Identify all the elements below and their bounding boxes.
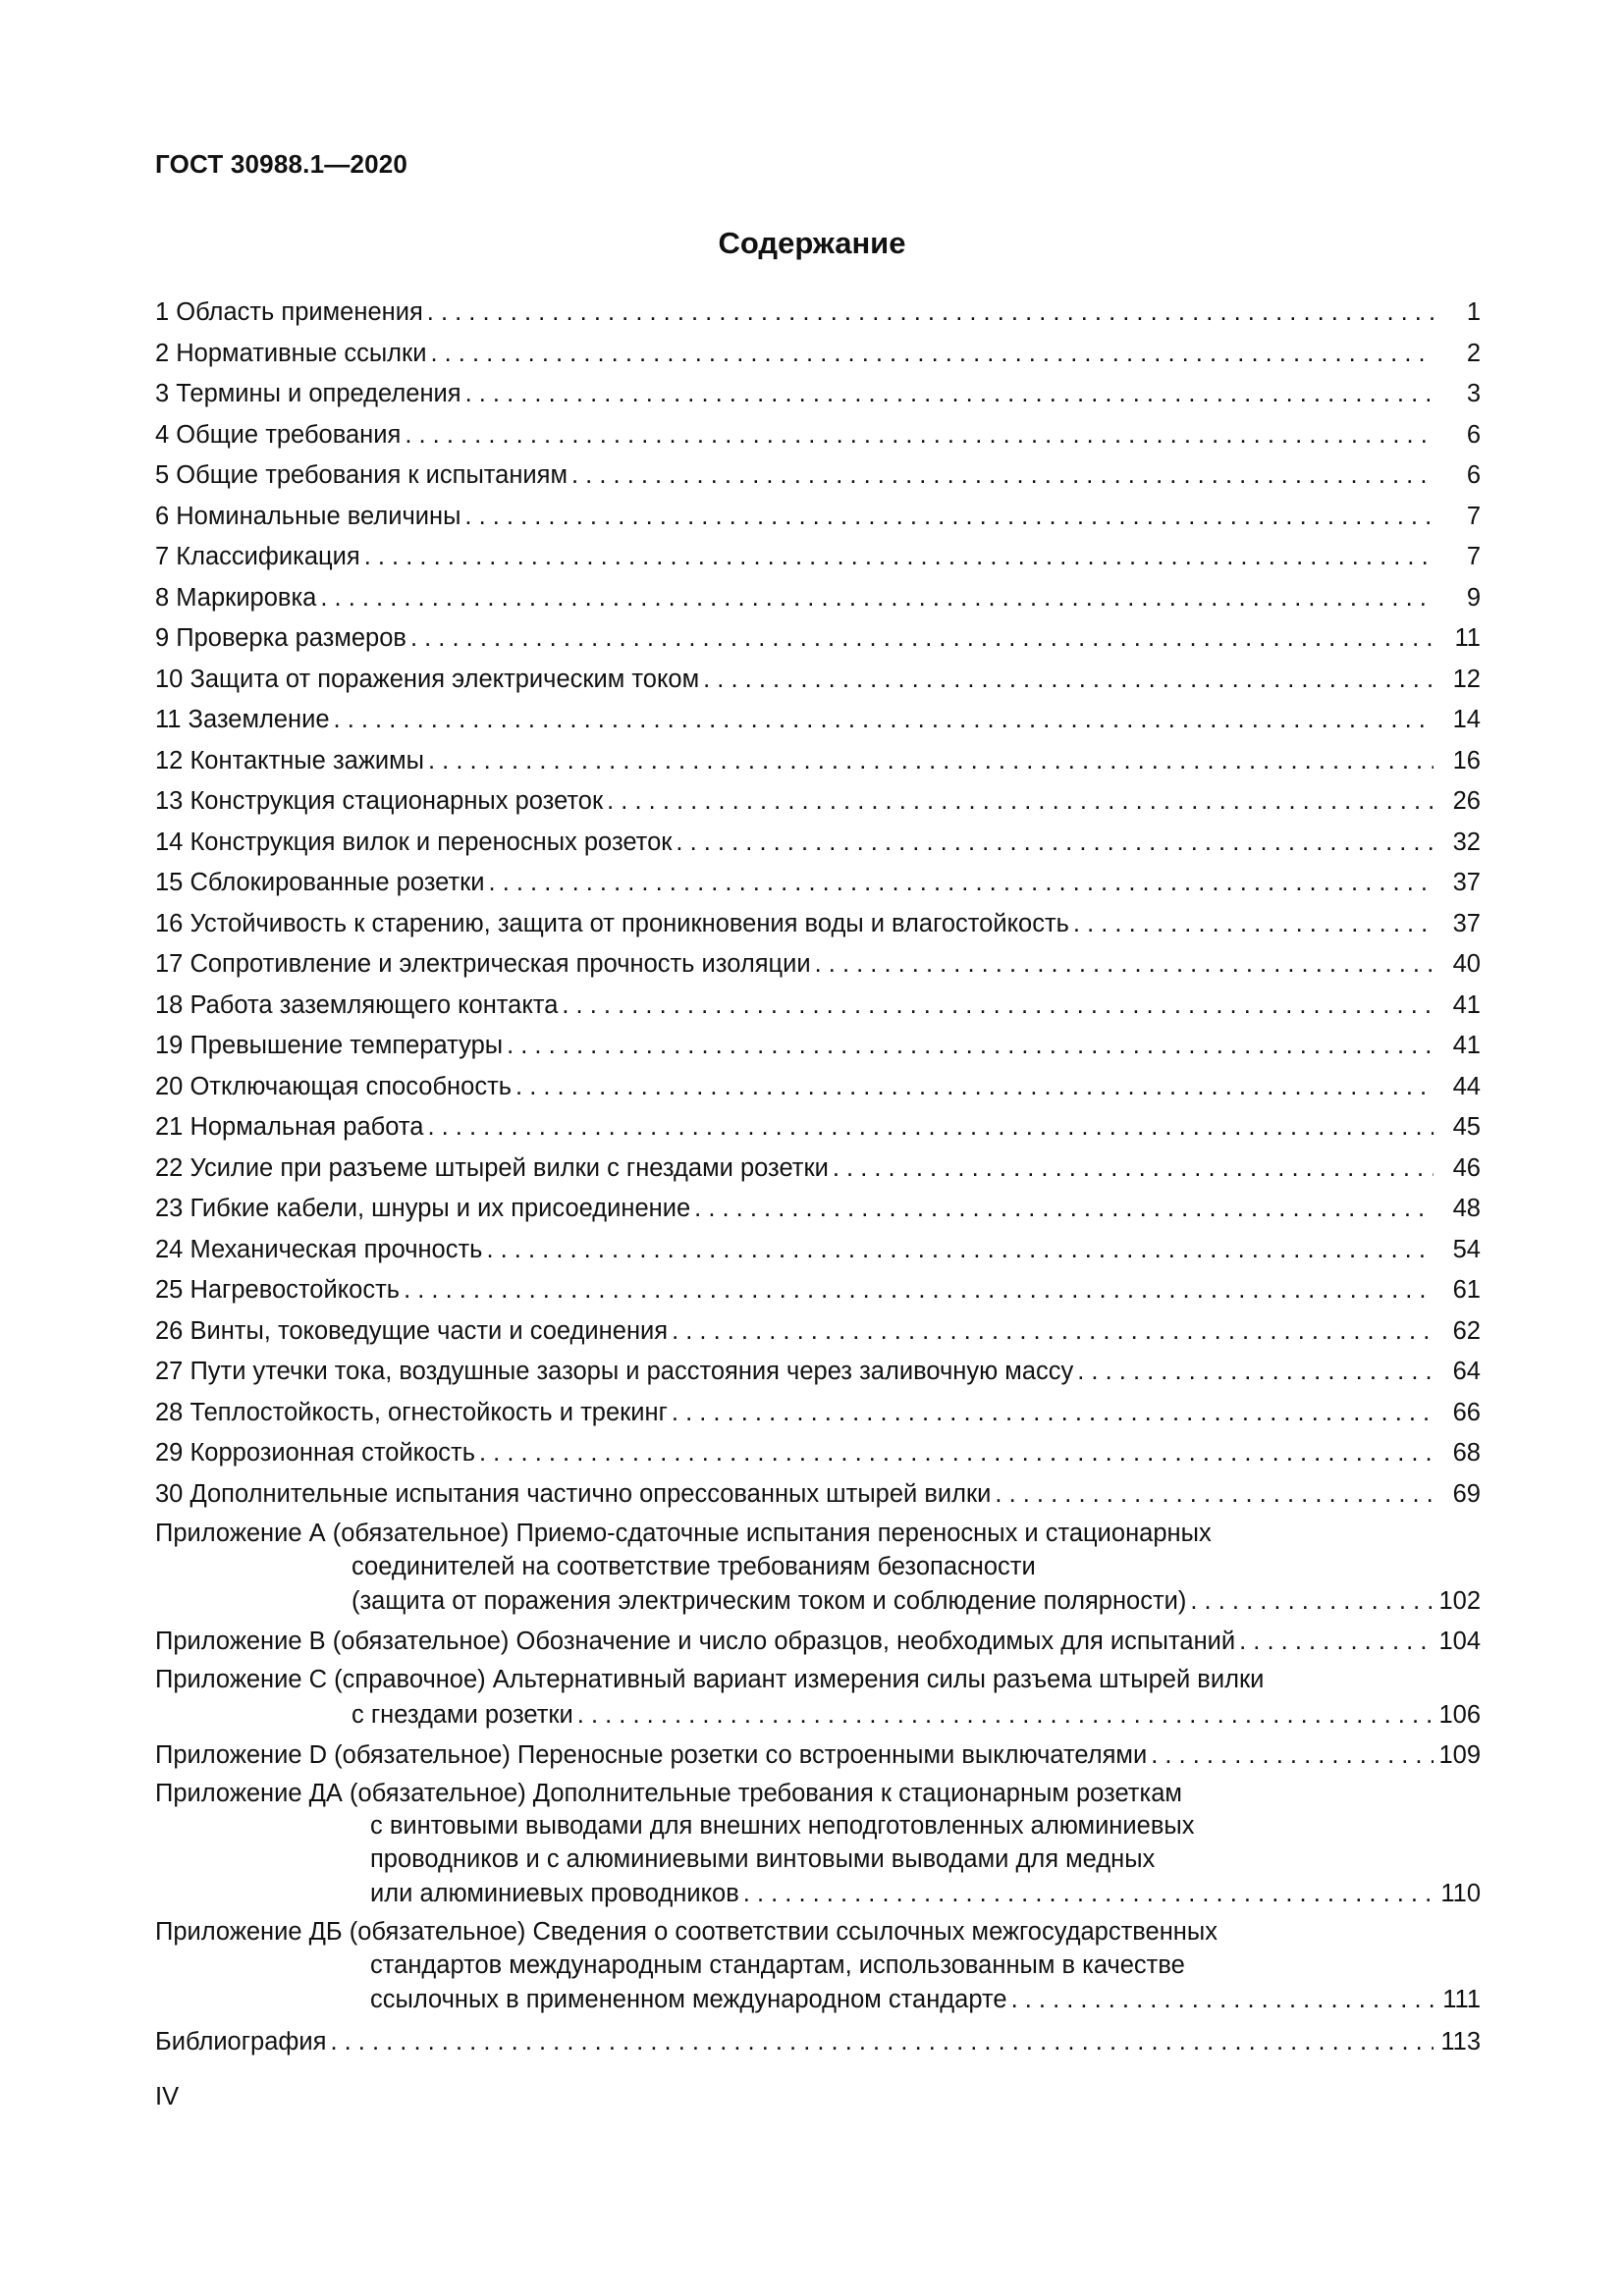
toc-entry[interactable]: [155, 700, 1481, 741]
toc-entry[interactable]: [155, 1026, 1481, 1067]
leader-dots: [410, 618, 1434, 660]
leader-dots: [694, 1189, 1434, 1230]
leader-dots: [995, 1474, 1434, 1516]
leader-dots: [479, 1433, 1434, 1474]
toc-entry[interactable]: [155, 1474, 1481, 1516]
toc-entry[interactable]: [155, 293, 1481, 334]
toc-page-number: 9: [1466, 583, 1481, 612]
toc-page-number: 7: [1466, 502, 1481, 530]
table-of-contents: [155, 293, 1481, 2063]
toc-appendix-da[interactable]: [155, 1778, 1481, 1913]
leader-dots: [1190, 1583, 1434, 1620]
toc-page-number: 26: [1452, 787, 1481, 815]
toc-appendix-line: ссылочных в примененном международном стандарте: [370, 1986, 1007, 2013]
leader-dots: [833, 1148, 1434, 1190]
toc-entry-label: 8 Маркировка: [155, 583, 317, 612]
toc-appendix-line: (защита от поражения электрическим током и соблюдение полярности): [352, 1587, 1187, 1615]
toc-entry-label: 18 Работа заземляющего контакта: [155, 990, 559, 1019]
leader-dots: [430, 334, 1434, 375]
toc-entry-label: 14 Конструкция вилок и переносных розеток: [155, 828, 673, 856]
toc-page-number: 111: [1442, 1986, 1481, 2013]
toc-appendix-line: с винтовыми выводами для внешних неподготовленных алюминиевых: [370, 1812, 1195, 1840]
toc-page-number: 66: [1452, 1398, 1481, 1426]
toc-appendix-line: Приложение ДА (обязательное) Дополнительные требования к стационарным розеткам: [155, 1779, 1182, 1807]
leader-dots: [465, 374, 1434, 415]
toc-appendix-line: Приложение ДБ (обязательное) Сведения о соответствии ссылочных межгосударственных: [155, 1918, 1218, 1946]
toc-section-list: [155, 293, 1481, 1515]
toc-entry-label: 2 Нормативные ссылки: [155, 339, 427, 367]
page-number: IV: [155, 2083, 180, 2110]
toc-entry-label: 7 Классификация: [155, 543, 360, 570]
toc-entry-label: 3 Термины и определения: [155, 380, 461, 407]
toc-entry-label: Библиография: [155, 2028, 327, 2056]
toc-entry[interactable]: [155, 1352, 1481, 1393]
toc-entry[interactable]: [155, 823, 1481, 864]
toc-entry[interactable]: [155, 863, 1481, 904]
toc-page-number: 68: [1452, 1439, 1481, 1467]
toc-page-number: 48: [1452, 1195, 1481, 1222]
toc-page-number: 61: [1452, 1276, 1481, 1304]
leader-dots: [486, 1230, 1434, 1271]
toc-entry[interactable]: [155, 660, 1481, 701]
toc-page-number: 45: [1452, 1113, 1481, 1141]
toc-appendix-line: Приложение D (обязательное) Переносные розетки со встроенными выключателями: [155, 1740, 1148, 1769]
leader-dots: [489, 863, 1434, 904]
leader-dots: [1151, 1737, 1434, 1774]
leader-dots: [577, 1697, 1434, 1734]
leader-dots: [743, 1876, 1434, 1912]
toc-entry-label: 16 Устойчивость к старению, защита от проникновения воды и влагостойкость: [155, 909, 1069, 937]
leader-dots: [562, 986, 1434, 1027]
toc-entry[interactable]: [155, 455, 1481, 497]
toc-entry-label: 6 Номинальные величины: [155, 502, 461, 530]
toc-page-number: 54: [1452, 1235, 1481, 1263]
leader-dots: [404, 1270, 1434, 1311]
toc-appendix-db[interactable]: [155, 1916, 1481, 2018]
toc-appendix-d[interactable]: [155, 1737, 1481, 1774]
toc-page-number: 109: [1438, 1740, 1481, 1769]
toc-page-number: 16: [1452, 746, 1481, 774]
toc-page-number: 110: [1440, 1880, 1481, 1907]
toc-entry[interactable]: [155, 904, 1481, 945]
toc-entry-label: 1 Область применения: [155, 298, 423, 326]
toc-entry-label: 19 Превышение температуры: [155, 1032, 504, 1059]
leader-dots: [334, 700, 1434, 741]
toc-page-number: 113: [1440, 2028, 1481, 2056]
toc-page-number: 64: [1452, 1358, 1481, 1385]
toc-page-number: 41: [1452, 1032, 1481, 1059]
toc-page-number: 106: [1438, 1700, 1481, 1729]
toc-appendix-line: Приложение В (обязательное) Обозначение и число образцов, необходимых для испытаний: [155, 1628, 1236, 1655]
toc-appendix-line: или алюминиевых проводников: [370, 1880, 739, 1907]
toc-entry-label: 15 Сблокированные розетки: [155, 869, 485, 896]
toc-entry[interactable]: [155, 497, 1481, 538]
toc-entry[interactable]: [155, 1189, 1481, 1230]
toc-entry-label: 10 Защита от поражения электрическим током: [155, 665, 700, 693]
toc-entry[interactable]: [155, 1393, 1481, 1434]
toc-entry-label: 11 Заземление: [155, 706, 330, 733]
toc-page-number: 14: [1452, 706, 1481, 733]
toc-page-number: 40: [1452, 950, 1481, 978]
toc-entry[interactable]: [155, 986, 1481, 1027]
toc-entry-label: 13 Конструкция стационарных розеток: [155, 787, 604, 815]
toc-page-number: 41: [1452, 990, 1481, 1019]
toc-page-number: 6: [1466, 461, 1481, 489]
toc-entry[interactable]: [155, 618, 1481, 660]
toc-entry[interactable]: [155, 374, 1481, 415]
leader-dots: [507, 1026, 1434, 1067]
toc-appendix-line: Приложение С (справочное) Альтернативный вариант измерения силы разъема штырей вилки: [155, 1666, 1265, 1693]
toc-page-number: 37: [1452, 869, 1481, 896]
toc-entry-label: 5 Общие требования к испытаниям: [155, 461, 568, 489]
toc-entry-label: 4 Общие требования: [155, 420, 402, 449]
leader-dots: [703, 660, 1434, 701]
leader-dots: [427, 293, 1434, 334]
toc-page-number: 46: [1452, 1153, 1481, 1182]
toc-entry[interactable]: [155, 334, 1481, 375]
toc-page-number: 104: [1438, 1628, 1481, 1655]
toc-entry[interactable]: [155, 415, 1481, 456]
standard-code: ГОСТ 30988.1—2020: [155, 149, 408, 179]
toc-entry-label: 17 Сопротивление и электрическая прочность изоляции: [155, 950, 811, 978]
toc-page-number: 12: [1452, 665, 1481, 693]
toc-entry-label: 30 Дополнительные испытания частично опрессованных штырей вилки: [155, 1479, 992, 1508]
toc-appendix-a[interactable]: [155, 1518, 1481, 1620]
toc-page-number: 11: [1454, 624, 1481, 652]
toc-page-number: 62: [1452, 1316, 1481, 1345]
toc-entry-label: 25 Нагревостойкость: [155, 1276, 401, 1304]
toc-entry[interactable]: [155, 1433, 1481, 1474]
leader-dots: [427, 1107, 1434, 1148]
toc-entry-label: 28 Теплостойкость, огнестойкость и трекинг: [155, 1398, 668, 1426]
toc-entry[interactable]: [155, 1270, 1481, 1311]
toc-bibliography[interactable]: [155, 2022, 1481, 2063]
toc-page-number: 32: [1452, 828, 1481, 856]
toc-appendix-line: стандартов международным стандартам, использованным в качестве: [370, 1950, 1185, 1979]
leader-dots: [815, 944, 1434, 986]
toc-entry-label: 9 Проверка размеров: [155, 624, 406, 652]
leader-dots: [1239, 1624, 1434, 1660]
leader-dots: [464, 497, 1434, 538]
toc-entry[interactable]: [155, 741, 1481, 782]
toc-entry[interactable]: [155, 1107, 1481, 1148]
leader-dots: [676, 823, 1434, 864]
leader-dots: [515, 1067, 1434, 1108]
toc-page-number: 102: [1438, 1587, 1481, 1615]
leader-dots: [364, 537, 1434, 578]
toc-page-number: 1: [1466, 298, 1481, 326]
toc-appendix-line: соединителей на соответствие требованиям безопасности: [352, 1552, 1036, 1580]
leader-dots: [1077, 1352, 1434, 1393]
page-title: Содержание: [718, 226, 906, 260]
leader-dots: [320, 578, 1434, 619]
toc-entry[interactable]: [155, 578, 1481, 619]
toc-appendix-line: Приложение А (обязательное) Приемо-сдаточные испытания переносных и стационарных: [155, 1520, 1212, 1547]
toc-entry-label: 21 Нормальная работа: [155, 1113, 424, 1141]
toc-page-number: 2: [1466, 339, 1481, 367]
toc-entry-label: 26 Винты, токоведущие части и соединения: [155, 1316, 669, 1345]
toc-page-number: 6: [1466, 420, 1481, 449]
leader-dots: [672, 1311, 1434, 1353]
toc-page-number: 7: [1466, 543, 1481, 570]
toc-entry-label: 12 Контактные зажимы: [155, 746, 424, 774]
leader-dots: [428, 741, 1434, 782]
leader-dots: [1011, 1982, 1434, 2018]
toc-page-number: 44: [1452, 1072, 1481, 1100]
toc-appendix-line: проводников и с алюминиевыми винтовыми выводами для медных: [370, 1844, 1156, 1873]
toc-entry[interactable]: [155, 1311, 1481, 1353]
toc-entry[interactable]: [155, 1230, 1481, 1271]
leader-dots: [405, 415, 1434, 456]
toc-page-number: 3: [1466, 380, 1481, 407]
toc-page-number: 69: [1452, 1479, 1481, 1508]
toc-page-number: 37: [1452, 909, 1481, 937]
toc-entry[interactable]: [155, 1148, 1481, 1190]
toc-entry-label: 29 Коррозионная стойкость: [155, 1439, 476, 1467]
toc-entry-label: 20 Отключающая способность: [155, 1072, 513, 1100]
toc-entry-label: 23 Гибкие кабели, шнуры и их присоединение: [155, 1195, 691, 1222]
toc-entry-label: 24 Механическая прочность: [155, 1235, 483, 1263]
toc-entry-label: 27 Пути утечки тока, воздушные зазоры и расстояния через заливочную массу: [155, 1358, 1074, 1385]
toc-entry[interactable]: [155, 944, 1481, 986]
toc-entry[interactable]: [155, 1067, 1481, 1108]
toc-appendix-b[interactable]: [155, 1624, 1481, 1660]
toc-entry[interactable]: [155, 781, 1481, 823]
leader-dots: [672, 1393, 1434, 1434]
leader-dots: [330, 2022, 1434, 2063]
toc-entry[interactable]: [155, 537, 1481, 578]
toc-appendix-line: с гнездами розетки: [352, 1700, 573, 1729]
leader-dots: [571, 455, 1434, 497]
leader-dots: [607, 781, 1434, 823]
toc-appendix-c[interactable]: [155, 1664, 1481, 1734]
leader-dots: [1073, 904, 1434, 945]
toc-entry-label: 22 Усилие при разъеме штырей вилки с гнездами розетки: [155, 1153, 829, 1182]
